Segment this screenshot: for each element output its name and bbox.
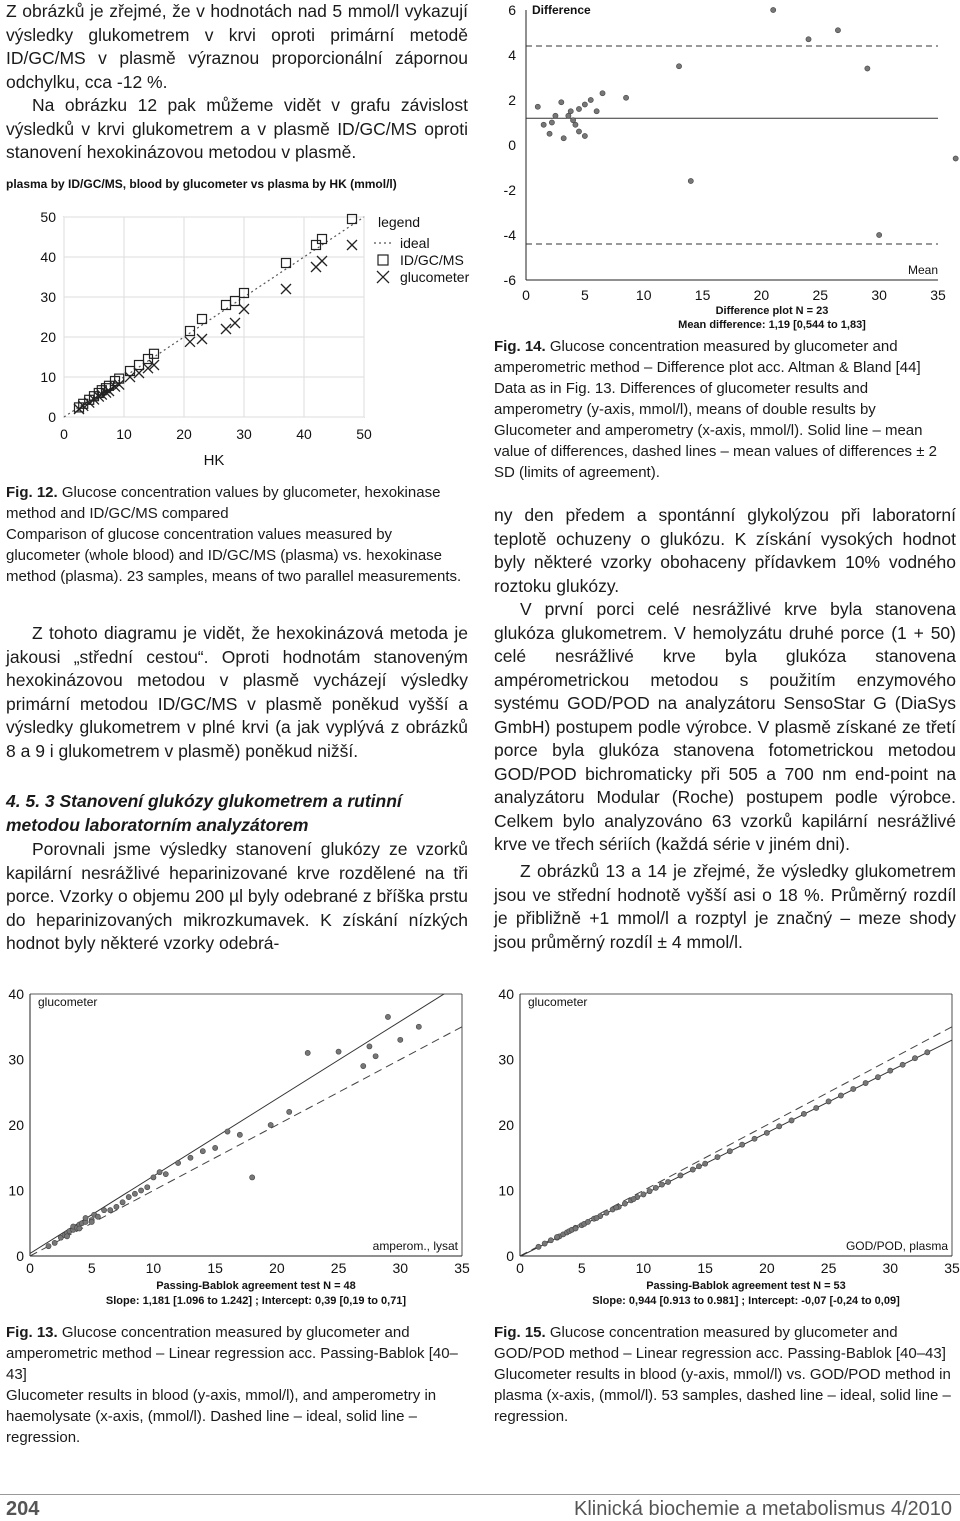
- fig12-y-tick: 50: [40, 209, 56, 225]
- fig14-y-tick: 0: [508, 137, 516, 153]
- fig12-y-tick: 40: [40, 249, 56, 265]
- fig12-legend-ideal: ideal: [400, 235, 430, 251]
- fig12-y-tick: 30: [40, 289, 56, 305]
- fig15-point: [851, 1086, 856, 1091]
- fig12-point-glucometer: [230, 318, 240, 328]
- fig13-point: [101, 1208, 106, 1213]
- fig14-y-tick: -4: [503, 227, 516, 243]
- left-paragraph-2: Na obrázku 12 pak můžeme vidět v grafu závislost výsledků v krvi glukometrem a v plasmě ID/GC/MS oproti stanovení hexokinázovou metodou v plasmě.: [6, 95, 468, 162]
- fig15-point: [594, 1215, 599, 1220]
- fig13-point: [176, 1160, 181, 1165]
- left-paragraph-3: Z tohoto diagramu je vidět, že hexokinázová metoda je jakousi „střední cestou“. Oproti hodnotám stanoveným hexokinázovou metodou v plasmě vycházejí výsledky primární metodou ID/GC/MS v plasmě poněkud vyšší a výsledky glukometrem v plné krvi (a jak vyplývá z obrázků 8 a 9 i glukometrem v plasmě) poněkud nižší.: [6, 623, 468, 761]
- fig15-point: [740, 1142, 745, 1147]
- fig15-point: [900, 1062, 905, 1067]
- fig15-point: [678, 1173, 683, 1178]
- page-number: 204: [6, 1498, 40, 1520]
- fig13-point: [89, 1219, 94, 1224]
- fig13-footer-n: Passing-Bablok agreement test N = 48: [156, 1280, 356, 1292]
- fig13-point: [373, 1054, 378, 1059]
- fig14-x-tick: 35: [930, 287, 946, 303]
- figure-12-chart: [6, 175, 472, 475]
- fig15-x-tick: 15: [697, 1260, 713, 1276]
- fig13-point: [83, 1215, 88, 1220]
- fig15-y-tick: 30: [498, 1051, 514, 1068]
- fig15-x-tick: 10: [635, 1260, 652, 1276]
- fig14-point: [676, 64, 681, 69]
- fig14-point: [576, 129, 581, 134]
- fig14-point: [594, 109, 599, 114]
- fig14-point: [623, 95, 628, 100]
- fig15-caption: [494, 1322, 956, 1427]
- fig14-y-tick: -2: [503, 182, 516, 198]
- fig13-point: [77, 1226, 82, 1231]
- fig15-point: [554, 1234, 559, 1239]
- fig12-point-idgcms: [312, 241, 321, 250]
- fig15-point: [863, 1080, 868, 1085]
- fig13-y-tick: 0: [16, 1248, 24, 1264]
- fig13-x-tick: 25: [330, 1260, 347, 1276]
- fig12-legend-idgcms-swatch: [378, 255, 388, 265]
- fig15-x-tick: 25: [820, 1260, 837, 1276]
- fig14-point: [541, 122, 546, 127]
- fig15-point: [604, 1210, 609, 1215]
- fig13-point: [367, 1044, 372, 1049]
- fig12-point-idgcms: [318, 235, 327, 244]
- fig13-point: [151, 1175, 156, 1180]
- fig15-title: glucometer: [528, 995, 588, 1009]
- fig13-y-tick: 10: [8, 1182, 24, 1199]
- fig12-caption: [6, 482, 468, 587]
- fig13-point: [336, 1049, 341, 1054]
- fig13-title: glucometer: [38, 995, 98, 1009]
- fig13-caption-text2: Glucometer results in blood (y-axis, mmol/l), and amperometry in haemolysate (x-axis, (mmol/l). Dashed line – ideal, solid line – regression.: [6, 1387, 437, 1446]
- fig12-point-idgcms: [231, 297, 240, 306]
- fig14-point: [559, 100, 564, 105]
- right-paragraph-2: V první porci celé nesrážlivé krve byla stanovena glukóza glukometrem. V hemolyzátu druhé porce (1 + 50) celé nesrážlivé krve byla glukóza stanovena ampérometrickou metodou s použitím enzymového systému GOD/POD na analyzátoru SensoStar G (DiaSys GmbH) postupem podle výrobce. V plasmě získané ze třetí porce byla glukóza stanovena fotometrickou metodou GOD/POD bichromaticky při 505 a 700 nm end-point na analyzátoru Modular (Roche) postupem podle výrobce. Celkem bylo analyzováno 63 vzorků kapilární nesrážlivé krve ve třech sériích (každá série v jiném dni).: [494, 599, 956, 854]
- fig13-point: [64, 1234, 69, 1239]
- fig13-point: [52, 1240, 57, 1245]
- fig13-point: [126, 1194, 131, 1199]
- fig12-x-tick: 30: [236, 426, 252, 442]
- fig14-y-tick: 6: [508, 2, 516, 18]
- fig14-point: [865, 66, 870, 71]
- fig12-caption-text2: Comparison of glucose concentration values measured by glucometer (whole blood) and ID/GC/MS (plasma) vs. hexokinase method (plasma). 23 samples, means of two parallel measurements.: [6, 526, 462, 585]
- figure-15-chart: [490, 982, 958, 1312]
- fig15-x-tick: 0: [516, 1260, 524, 1276]
- fig12-x-tick: 10: [116, 426, 132, 442]
- fig12-point-idgcms: [348, 215, 357, 224]
- fig12-point-idgcms: [282, 259, 291, 268]
- footer-divider: [0, 1494, 960, 1495]
- fig14-point: [535, 104, 540, 109]
- fig13-point: [132, 1191, 137, 1196]
- fig15-point: [666, 1179, 671, 1184]
- fig13-x-tick: 35: [454, 1260, 470, 1276]
- fig13-point: [268, 1122, 273, 1127]
- right-paragraph-3: Z obrázků 13 a 14 je zřejmé, že výsledky glukometrem jsou ve střední hodnotě vyšší asi o 18 %. Průměrný rozdíl je přibližně +1 mmol/l a rozptyl je značný – meze shody jsou průměrný rozdíl ± 4 mmol/l.: [494, 861, 956, 952]
- fig14-point: [953, 156, 958, 161]
- fig12-point-idgcms: [198, 315, 207, 324]
- fig14-x-tick: 20: [753, 287, 770, 303]
- fig14-mean-label: Mean: [907, 263, 938, 277]
- fig13-point: [114, 1204, 119, 1209]
- fig13-point: [200, 1149, 205, 1154]
- figure-14-chart: [492, 0, 956, 330]
- fig15-series-label: GOD/POD, plasma: [845, 1239, 948, 1253]
- fig14-point: [549, 120, 554, 125]
- fig12-point-glucometer: [197, 334, 207, 344]
- fig12-point-idgcms: [135, 361, 144, 370]
- fig15-point: [659, 1182, 664, 1187]
- fig15-point: [789, 1118, 794, 1123]
- fig15-x-tick: 5: [577, 1260, 586, 1276]
- fig15-x-tick: 30: [882, 1260, 899, 1276]
- fig13-ideal-line: [30, 1027, 462, 1256]
- fig13-x-tick: 5: [87, 1260, 96, 1276]
- fig13-point: [95, 1214, 100, 1219]
- fig14-point: [600, 91, 605, 96]
- figure-13-chart: [0, 982, 470, 1312]
- fig13-series-label: amperom., lysat: [372, 1239, 458, 1253]
- fig13-point: [157, 1170, 162, 1175]
- fig15-point: [912, 1056, 917, 1061]
- fig12-x-tick: 40: [296, 426, 312, 442]
- fig15-point: [826, 1099, 831, 1104]
- fig14-point: [771, 7, 776, 12]
- fig15-point: [542, 1241, 547, 1246]
- fig14-point: [568, 109, 573, 114]
- fig12-point-glucometer: [221, 324, 231, 334]
- fig15-point: [548, 1238, 553, 1243]
- fig15-point: [814, 1105, 819, 1110]
- fig13-point: [305, 1050, 310, 1055]
- fig13-caption-text: Glucose concentration measured by glucometer and amperometric method – Linear regression acc. Passing-Bablok [40–43]: [6, 1324, 458, 1383]
- fig13-x-tick: 20: [269, 1260, 285, 1276]
- fig12-legend-title: legend: [378, 214, 421, 230]
- fig14-point: [561, 136, 566, 141]
- fig15-point: [888, 1068, 893, 1073]
- fig15-caption-text2: Glucometer results in blood (y-axis, mmol/l) vs. GOD/POD method in plasma (x-axis, (mmol/l). 53 samples, dashed line – ideal, solid line – regression.: [494, 1366, 951, 1425]
- fig14-caption-text2: Data as in Fig. 13. Differences of glucometer results and amperometry (y-axis, mmol/l), means of double results by Glucometer and amperometry (x-axis, mmol/l). Solid line – mean value of differences, dashed lines – mean values of differences ± 2 SD (limits of agreement).: [494, 380, 937, 481]
- fig12-x-tick: 50: [356, 426, 372, 442]
- journal-name: Klinická biochemie a metabolismus 4/2010: [574, 1498, 952, 1520]
- fig13-point: [435, 978, 440, 983]
- fig15-point: [614, 1205, 619, 1210]
- fig15-point: [536, 1244, 541, 1249]
- fig14-x-tick: 15: [694, 287, 711, 303]
- fig13-point: [213, 1145, 218, 1150]
- fig13-point: [46, 1244, 51, 1249]
- fig15-point: [631, 1196, 636, 1201]
- fig14-y-tick: 2: [508, 92, 516, 108]
- fig13-point: [120, 1200, 125, 1205]
- fig14-x-tick: 5: [580, 287, 589, 303]
- fig15-point: [838, 1093, 843, 1098]
- fig15-caption-text: Glucose concentration measured by glucometer and GOD/POD method – Linear regression acc. Passing-Bablok [40–43]: [494, 1324, 946, 1362]
- fig13-point: [385, 1014, 390, 1019]
- fig12-x-tick: 0: [60, 426, 68, 442]
- fig12-point-idgcms: [222, 301, 231, 310]
- fig15-point: [647, 1189, 652, 1194]
- fig14-point: [547, 131, 552, 136]
- fig12-caption-label: Fig. 12.: [6, 484, 58, 501]
- fig13-y-tick: 40: [8, 986, 24, 1002]
- fig15-footer-n: Passing-Bablok agreement test N = 53: [646, 1280, 846, 1292]
- fig12-point-idgcms: [150, 349, 159, 358]
- fig12-point-glucometer: [347, 240, 357, 250]
- fig14-caption-label: Fig. 14.: [494, 338, 546, 355]
- fig14-caption: [494, 336, 956, 483]
- fig15-point: [764, 1130, 769, 1135]
- fig13-point: [138, 1188, 143, 1193]
- fig15-point: [875, 1075, 880, 1080]
- fig14-x-tick: 0: [522, 287, 530, 303]
- fig14-title: Difference: [532, 3, 591, 17]
- fig15-x-tick: 35: [944, 1260, 960, 1276]
- fig12-legend-idgcms: ID/GC/MS: [400, 252, 464, 268]
- fig13-point: [225, 1129, 230, 1134]
- fig15-footer-params: Slope: 0,944 [0.913 to 0.981] ; Intercept: -0,07 [-0,24 to 0,09]: [592, 1295, 900, 1307]
- fig13-y-tick: 20: [8, 1117, 24, 1133]
- fig12-y-tick: 20: [40, 329, 56, 345]
- fig13-point: [416, 1024, 421, 1029]
- fig13-x-tick: 15: [207, 1260, 223, 1276]
- fig15-point: [653, 1185, 658, 1190]
- fig13-x-tick: 30: [392, 1260, 409, 1276]
- fig15-point: [703, 1161, 708, 1166]
- fig14-footer-mean: Mean difference: 1,19 [0,544 to 1,83]: [678, 319, 866, 331]
- fig15-point: [690, 1167, 695, 1172]
- fig13-point: [163, 1172, 168, 1177]
- fig14-x-tick: 30: [871, 287, 887, 303]
- fig12-legend-glucometer-swatch: [377, 271, 389, 283]
- fig13-point: [237, 1132, 242, 1137]
- fig13-caption-label: Fig. 13.: [6, 1324, 58, 1341]
- fig13-x-tick: 0: [26, 1260, 34, 1276]
- fig13-point: [287, 1109, 292, 1114]
- fig14-point: [588, 97, 593, 102]
- fig15-point: [641, 1192, 646, 1197]
- fig12-point-glucometer: [281, 284, 291, 294]
- fig13-point: [250, 1175, 255, 1180]
- fig15-point: [752, 1136, 757, 1141]
- section-heading: 4. 5. 3 Stanovení glukózy glukometrem a rutinní metodou laboratorním analyzátorem: [6, 791, 402, 835]
- left-paragraph-1: Z obrázků je zřejmé, že v hodnotách nad 5 mmol/l vykazují výsledky glukometrem v krvi oproti primární metodě ID/GC/MS v plasmě výraznou proporcionální zápornou odchylku, cca -12 %.: [6, 1, 468, 92]
- fig15-point: [727, 1149, 732, 1154]
- fig15-y-tick: 0: [506, 1248, 514, 1264]
- fig15-point: [622, 1201, 627, 1206]
- fig12-x-tick: 20: [176, 426, 192, 442]
- fig13-point: [398, 1037, 403, 1042]
- fig14-point: [688, 178, 693, 183]
- fig14-point: [582, 133, 587, 138]
- right-paragraph-1: ny den předem a spontánní glykolýzou při laboratorní teplotě ochuzeny o glukózu. K získání vysokých hodnot byly některé vzorky obohaceny přídavkem 10% vodného roztoku glukózy.: [494, 505, 956, 596]
- fig14-x-tick: 10: [635, 287, 652, 303]
- fig13-point: [145, 1185, 150, 1190]
- fig14-footer-n: Difference plot N = 23: [715, 305, 829, 317]
- fig13-caption: [6, 1322, 468, 1448]
- fig15-caption-label: Fig. 15.: [494, 1324, 546, 1341]
- fig14-y-tick: -6: [503, 272, 516, 288]
- fig12-legend-glucometer: glucometer: [400, 269, 470, 285]
- fig12-ideal-line: [64, 217, 364, 417]
- fig15-point: [715, 1154, 720, 1159]
- fig14-point: [806, 37, 811, 42]
- fig13-point: [188, 1155, 193, 1160]
- fig15-point: [777, 1124, 782, 1129]
- fig14-point: [582, 102, 587, 107]
- fig15-x-tick: 20: [759, 1260, 775, 1276]
- fig15-y-tick: 20: [498, 1117, 514, 1133]
- fig14-caption-text: Glucose concentration measured by glucometer and amperometric method – Difference plot acc. Altman & Bland [44]: [494, 338, 921, 376]
- left-paragraph-4: Porovnali jsme výsledky stanovení glukózy ze vzorků kapilární nesrážlivé heparinizované krve rozdělené na tři porce. Vzorky o objemu 200 µl byly odebrané z bříška prstu do heparinizovaných mikrozkumavek. K získání nízkých hodnot byly některé vzorky odebrá-: [6, 839, 468, 953]
- fig13-y-tick: 30: [8, 1051, 24, 1068]
- fig14-point: [877, 232, 882, 237]
- fig14-point: [553, 113, 558, 118]
- fig15-point: [925, 1050, 930, 1055]
- fig12-x-label: HK: [203, 452, 225, 469]
- fig13-footer-params: Slope: 1,181 [1.096 to 1.242] ; Intercept: 0,39 [0,19 to 0,71]: [105, 1295, 407, 1307]
- fig14-y-tick: 4: [508, 47, 516, 63]
- fig12-caption-text: Glucose concentration values by glucometer, hexokinase method and ID/GC/MS compared: [6, 484, 441, 522]
- fig14-point: [573, 122, 578, 127]
- fig13-point: [108, 1208, 113, 1213]
- fig14-point: [835, 28, 840, 33]
- fig15-y-tick: 10: [498, 1182, 514, 1199]
- fig12-point-glucometer: [185, 337, 195, 347]
- fig12-y-tick: 10: [40, 369, 56, 385]
- fig12-title: plasma by ID/GC/MS, blood by glucometer vs plasma by HK (mmol/l): [6, 177, 397, 191]
- fig15-point: [573, 1226, 578, 1231]
- fig14-x-tick: 25: [812, 287, 829, 303]
- fig15-point: [801, 1111, 806, 1116]
- fig12-y-tick: 0: [48, 409, 56, 425]
- fig13-x-tick: 10: [145, 1260, 162, 1276]
- fig13-point: [361, 1063, 366, 1068]
- fig14-point: [576, 106, 581, 111]
- fig15-point: [696, 1164, 701, 1169]
- fig15-point: [585, 1219, 590, 1224]
- fig15-y-tick: 40: [498, 986, 514, 1002]
